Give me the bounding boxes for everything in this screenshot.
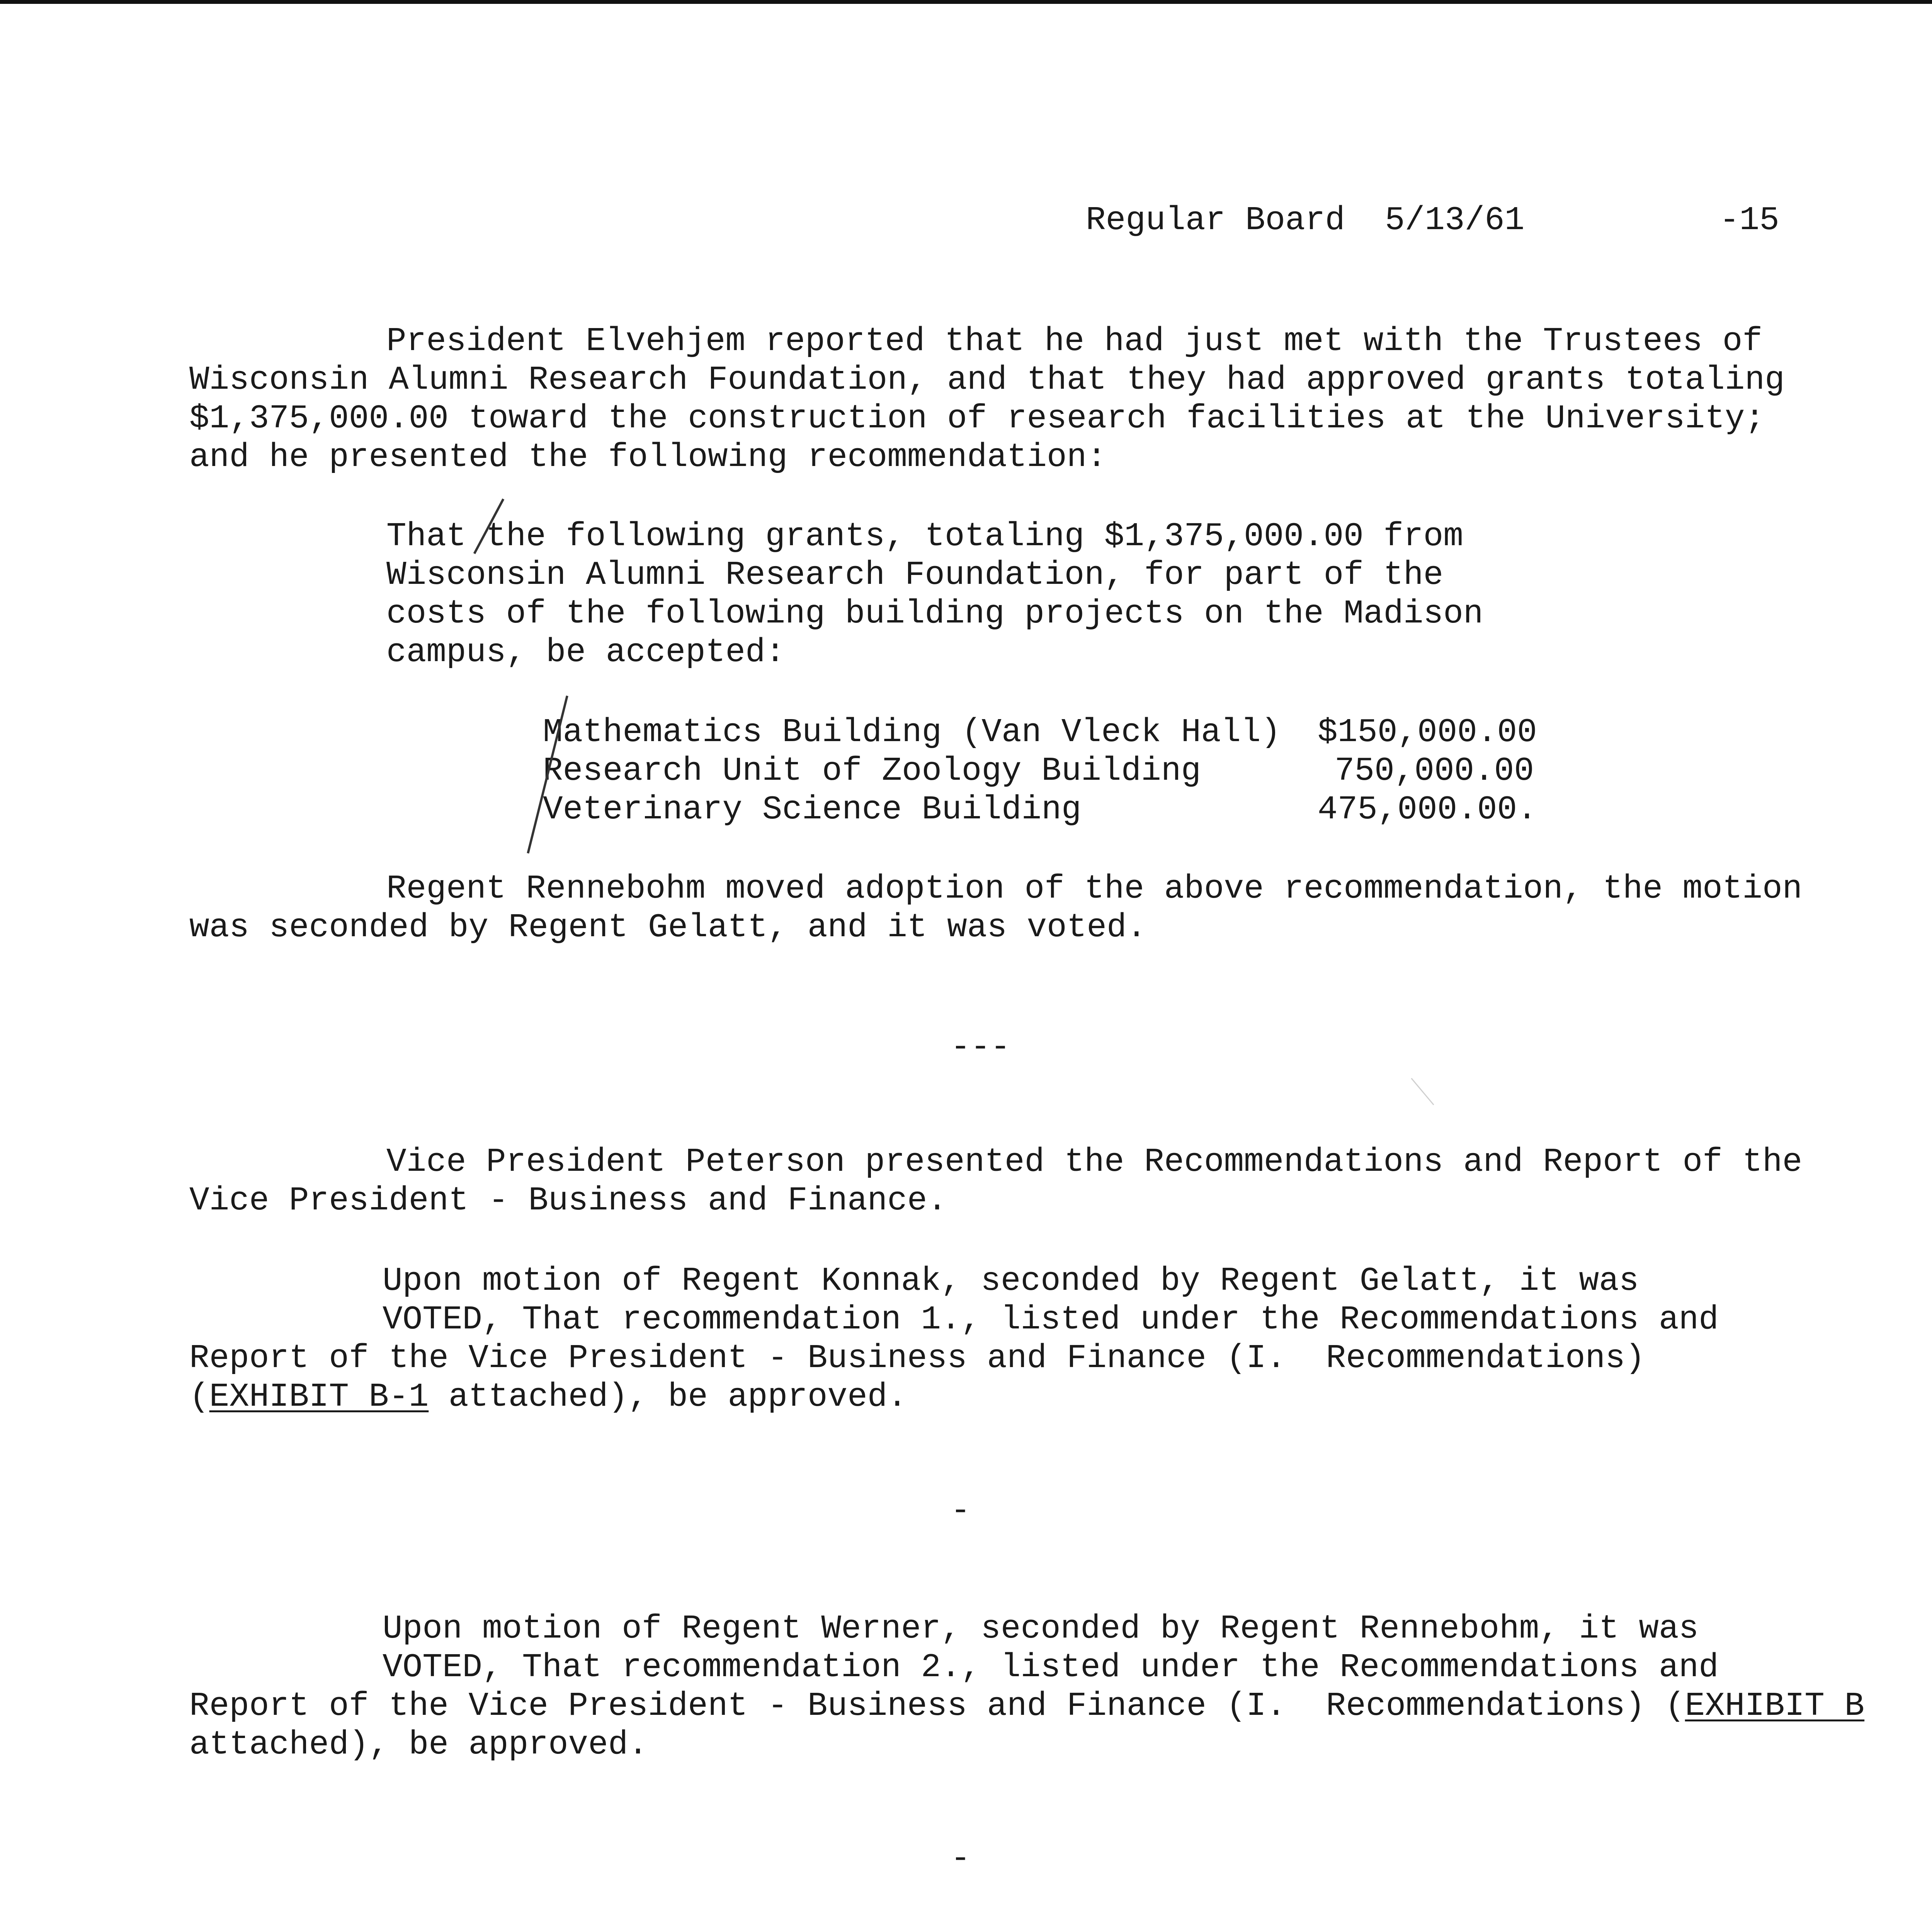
text-line <box>189 1687 1864 1725</box>
text-fragment: Report of the Vice President - Business and Finance (I. Recommendations) ( <box>189 1687 1685 1725</box>
section-separator: --- <box>951 1028 1010 1066</box>
text-line: $1,375,000.00 toward the construction of research facilities at the University; <box>189 400 1765 437</box>
header-title: Regular Board 5/13/61 <box>1086 201 1525 239</box>
section-separator: - <box>951 1840 971 1878</box>
text-line: That the following grants, totaling $1,375,000.00 from <box>386 517 1463 555</box>
text-line: campus, be accepted: <box>386 633 786 671</box>
grant-amount: 475,000.00. <box>1318 791 1537 828</box>
grant-name: Mathematics Building (Van Vleck Hall) <box>543 713 1281 751</box>
grant-name: Veterinary Science Building <box>543 791 1082 828</box>
text-line: costs of the following building projects on the Madison <box>386 595 1483 633</box>
page-edge-top <box>0 0 1932 4</box>
text-line: Upon motion of Regent Werner, seconded by Regent Rennebohm, it was <box>383 1610 1699 1648</box>
grant-amount: 750,000.00 <box>1334 752 1534 790</box>
text-fragment: attached), be approved. <box>429 1378 907 1416</box>
stray-mark <box>1411 1078 1434 1105</box>
text-line: Wisconsin Alumni Research Foundation, for part of the <box>386 556 1444 594</box>
text-line: Upon motion of Regent Konnak, seconded by Regent Gelatt, it was <box>383 1262 1639 1300</box>
exhibit-reference: EXHIBIT B <box>1685 1687 1865 1725</box>
header-page-number: -15 <box>1719 201 1779 239</box>
text-line: Regent Rennebohm moved adoption of the above recommendation, the motion <box>386 870 1803 908</box>
text-line: Vice President Peterson presented the Recommendations and Report of the <box>386 1143 1803 1181</box>
text-fragment: ( <box>189 1378 209 1416</box>
text-line: VOTED, That recommendation 2., listed under the Recommendations and <box>383 1648 1719 1686</box>
grant-name: Research Unit of Zoology Building <box>543 752 1201 790</box>
text-line: and he presented the following recommendation: <box>189 438 1107 476</box>
text-line: President Elvehjem reported that he had just met with the Trustees of <box>386 322 1762 360</box>
text-line: Report of the Vice President - Business and Finance (I. Recommendations) <box>189 1339 1645 1377</box>
text-line: Wisconsin Alumni Research Foundation, and that they had approved grants totaling <box>189 361 1785 399</box>
section-separator: - <box>951 1492 971 1530</box>
text-line: Vice President - Business and Finance. <box>189 1182 947 1219</box>
grant-amount: $150,000.00 <box>1318 713 1537 751</box>
text-line: attached), be approved. <box>189 1726 648 1764</box>
exhibit-reference: EXHIBIT B-1 <box>209 1378 429 1416</box>
text-line: was seconded by Regent Gelatt, and it was voted. <box>189 908 1147 946</box>
text-line: VOTED, That recommendation 1., listed under the Recommendations and <box>383 1301 1719 1338</box>
text-line <box>189 1378 907 1416</box>
